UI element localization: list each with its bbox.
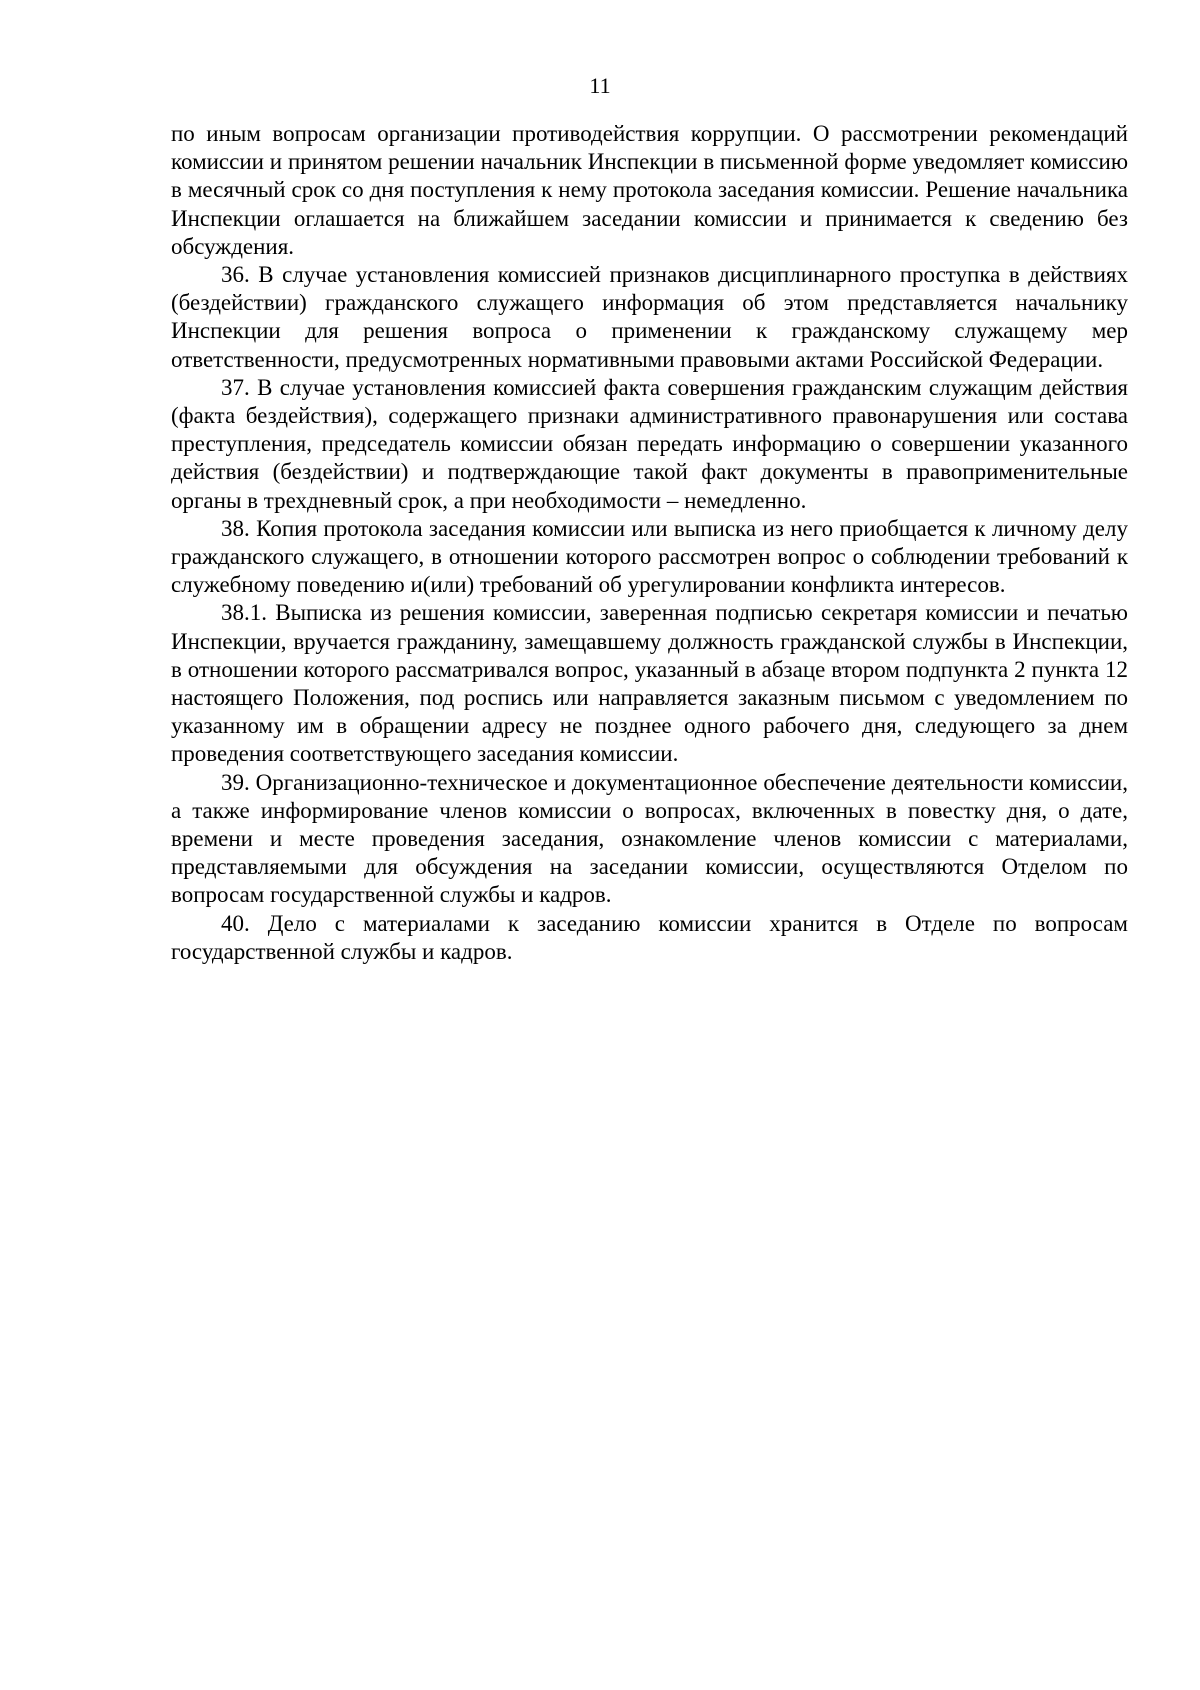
paragraph-36: 36. В случае установления комиссией признаков дисциплинарного проступка в действиях (бездействии) гражданского служащего информация об этом представляется начальнику Инспекции для решения вопроса о применении к гражданскому служащему мер ответственности, предусмотренных нормативными правовыми актами Российской Федерации. <box>171 262 1128 372</box>
page-number: 11 <box>589 73 611 98</box>
document-body <box>171 120 1128 966</box>
paragraph-continuation: по иным вопросам организации противодействия коррупции. О рассмотрении рекомендаций комиссии и принятом решении начальник Инспекции в письменной форме уведомляет комиссию в месячный срок со дня поступления к нему протокола заседания комиссии. Решение начальника Инспекции оглашается на ближайшем заседании комиссии и принимается к сведению без обсуждения. <box>171 121 1128 259</box>
paragraph-39: 39. Организационно-техническое и документационное обеспечение деятельности комиссии, а также информирование членов комиссии о вопросах, включенных в повестку дня, о дате, времени и месте проведения заседания, ознакомление членов комиссии с материалами, представляемыми для обсуждения на заседании комиссии, осуществляются Отделом по вопросам государственной службы и кадров. <box>171 769 1128 908</box>
paragraph-38-1: 38.1. Выписка из решения комиссии, заверенная подписью секретаря комиссии и печатью Инспекции, вручается гражданину, замещавшему должность гражданской службы в Инспекции, в отношении которого рассматривался вопрос, указанный в абзаце втором подпункта 2 пункта 12 настоящего Положения, под роспись или направляется заказным письмом с уведомлением по указанному им в обращении адресу не позднее одного рабочего дня, следующего за днем проведения соответствующего заседания комиссии. <box>171 600 1128 767</box>
paragraph-38: 38. Копия протокола заседания комиссии или выписка из него приобщается к личному делу гражданского служащего, в отношении которого рассмотрен вопрос о соблюдении требований к служебному поведению и(или) требований об урегулировании конфликта интересов. <box>171 515 1128 598</box>
paragraph-37: 37. В случае установления комиссией факта совершения гражданским служащим действия (факта бездействия), содержащего признаки административного правонарушения или состава преступления, председатель комиссии обязан передать информацию о совершении указанного действия (бездействии) и подтверждающие такой факт документы в правоприменительные органы в трехдневный срок, а при необходимости – немедленно. <box>171 374 1128 513</box>
paragraph-40: 40. Дело с материалами к заседанию комиссии хранится в Отделе по вопросам государственной службы и кадров. <box>171 910 1128 964</box>
